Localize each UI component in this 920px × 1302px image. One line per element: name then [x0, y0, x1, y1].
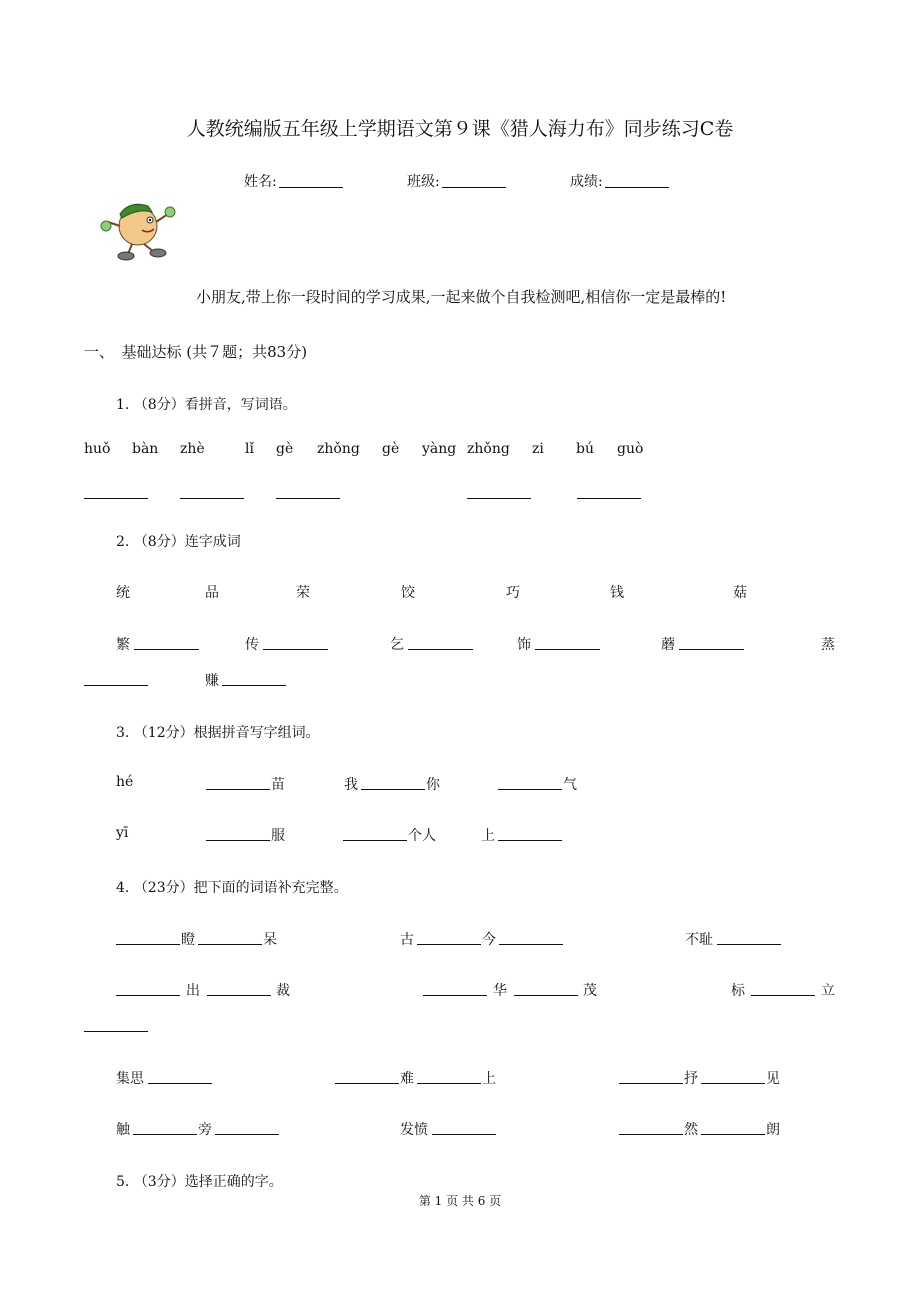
char: 气 — [563, 777, 577, 793]
char: 裁 — [276, 983, 290, 999]
answer-blank[interactable] — [134, 649, 199, 650]
char: 钱 — [610, 585, 624, 601]
char: 难 — [400, 1071, 414, 1087]
answer-blank[interactable] — [133, 1134, 197, 1135]
answer-blank[interactable] — [116, 995, 180, 996]
answer-blank[interactable] — [514, 995, 578, 996]
char: 华 — [493, 983, 507, 999]
char: 菇 — [733, 585, 747, 601]
answer-blank[interactable] — [276, 498, 340, 499]
pinyin: zhǒng — [467, 441, 510, 457]
char: 立 — [821, 983, 835, 999]
char: 呆 — [263, 932, 277, 948]
class-field[interactable]: 班级: — [407, 171, 506, 191]
answer-blank[interactable] — [215, 1134, 279, 1135]
page-title: 人教统编版五年级上学期语文第９课《猎人海力布》同步练习C卷 — [186, 118, 734, 140]
pinyin: gè — [276, 441, 294, 457]
char: 繁 — [116, 637, 130, 653]
score-field[interactable]: 成绩: — [570, 171, 669, 191]
question-5-label: 5. （3分）选择正确的字。 — [116, 1174, 283, 1190]
answer-blank[interactable] — [116, 944, 180, 945]
char: 乞 — [390, 637, 404, 653]
answer-blank[interactable] — [535, 649, 600, 650]
char: 统 — [116, 585, 130, 601]
answer-blank[interactable] — [263, 649, 328, 650]
answer-blank[interactable] — [467, 498, 531, 499]
answer-blank[interactable] — [198, 944, 262, 945]
pinyin: bàn — [132, 441, 159, 457]
answer-blank[interactable] — [498, 840, 562, 841]
pinyin: bú — [576, 441, 594, 457]
answer-blank[interactable] — [717, 944, 781, 945]
char: 荣 — [296, 585, 310, 601]
answer-blank[interactable] — [499, 944, 563, 945]
answer-blank[interactable] — [751, 995, 815, 996]
char: 瞪 — [181, 932, 195, 948]
answer-blank[interactable] — [619, 1083, 683, 1084]
char: 饺 — [401, 585, 415, 601]
answer-blank[interactable] — [417, 1083, 481, 1084]
answer-blank[interactable] — [84, 498, 148, 499]
pinyin: yàng — [422, 441, 457, 457]
pinyin: zhè — [180, 441, 205, 457]
answer-blank[interactable] — [207, 995, 271, 996]
answer-blank[interactable] — [206, 840, 270, 841]
pinyin: guò — [617, 441, 644, 457]
name-field[interactable]: 姓名: — [244, 171, 343, 191]
char: 服 — [271, 828, 285, 844]
char: 出 — [186, 983, 200, 999]
char: 抒 — [684, 1071, 698, 1087]
char: 古 — [400, 932, 414, 948]
char: 你 — [426, 777, 440, 793]
answer-blank[interactable] — [417, 944, 481, 945]
char: 个人 — [408, 828, 436, 844]
answer-blank[interactable] — [180, 498, 244, 499]
pinyin: zi — [532, 441, 544, 457]
pinyin: hé — [116, 774, 134, 790]
section-heading: 一、 基础达标 (共７题；共83分) — [84, 343, 308, 361]
question-4-label: 4. （23分）把下面的词语补充完整。 — [116, 880, 348, 896]
char: 见 — [766, 1071, 780, 1087]
question-2-label: 2. （8分）连字成词 — [116, 534, 241, 550]
answer-blank[interactable] — [84, 1031, 148, 1032]
char: 蒸 — [821, 637, 835, 653]
char: 上 — [482, 1071, 496, 1087]
char: 触 — [116, 1122, 130, 1138]
answer-blank[interactable] — [679, 649, 744, 650]
char: 我 — [344, 777, 358, 793]
answer-blank[interactable] — [361, 789, 425, 790]
answer-blank[interactable] — [148, 1083, 212, 1084]
pinyin: zhǒng — [317, 441, 360, 457]
answer-blank[interactable] — [423, 995, 487, 996]
char: 赚 — [205, 673, 219, 689]
char: 苗 — [271, 777, 285, 793]
char: 巧 — [506, 585, 520, 601]
char: 饰 — [517, 637, 531, 653]
char: 蘑 — [661, 637, 675, 653]
page-footer: 第 1 页 共 6 页 — [418, 1194, 502, 1208]
answer-blank[interactable] — [408, 649, 473, 650]
answer-blank[interactable] — [206, 789, 270, 790]
answer-blank[interactable] — [619, 1134, 683, 1135]
answer-blank[interactable] — [701, 1083, 765, 1084]
char: 品 — [205, 585, 219, 601]
char: 发愤 — [400, 1122, 428, 1138]
greeting-text: 小朋友,带上你一段时间的学习成果,一起来做个自我检测吧,相信你一定是最棒的! — [196, 288, 727, 306]
answer-blank[interactable] — [335, 1083, 399, 1084]
char: 茂 — [583, 983, 597, 999]
pinyin: huǒ — [84, 441, 111, 457]
char: 集思 — [116, 1071, 144, 1087]
answer-blank[interactable] — [432, 1134, 496, 1135]
pinyin: gè — [382, 441, 400, 457]
answer-blank[interactable] — [498, 789, 562, 790]
char: 朗 — [766, 1122, 780, 1138]
pinyin: yī — [116, 825, 129, 841]
char: 传 — [245, 637, 259, 653]
char: 然 — [684, 1122, 698, 1138]
mascot-icon — [98, 196, 180, 262]
pinyin: lǐ — [245, 441, 254, 457]
answer-blank[interactable] — [343, 840, 407, 841]
answer-blank[interactable] — [577, 498, 641, 499]
char: 不耻 — [685, 932, 713, 948]
char: 今 — [482, 932, 496, 948]
question-3-label: 3. （12分）根据拼音写字组词。 — [116, 725, 320, 741]
answer-blank[interactable] — [84, 685, 148, 686]
char: 上 — [481, 828, 495, 844]
char: 旁 — [198, 1122, 212, 1138]
answer-blank[interactable] — [701, 1134, 765, 1135]
question-1-label: 1. （8分）看拼音，写词语。 — [116, 397, 297, 413]
char: 标 — [731, 983, 745, 999]
answer-blank[interactable] — [222, 685, 286, 686]
